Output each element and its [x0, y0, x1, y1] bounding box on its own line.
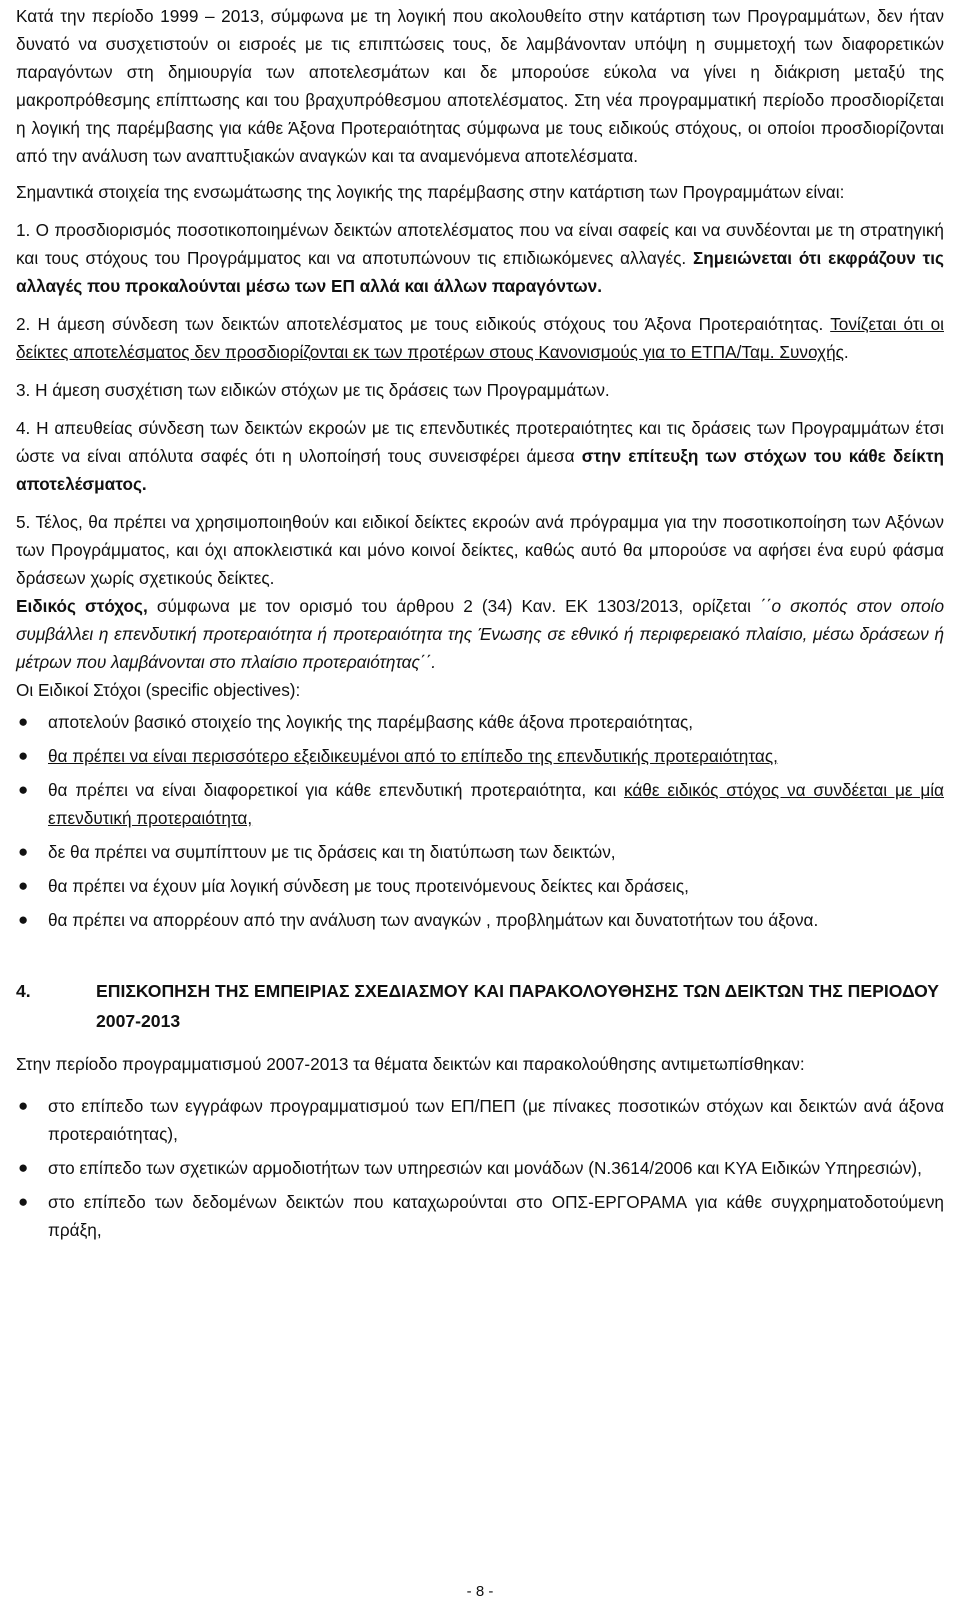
item-1-bold-note: Σημειώνεται ότι εκφράζουν τις αλλαγές που προκαλούνται μέσω των ΕΠ αλλά και άλλων παραγόντων.	[16, 248, 944, 296]
item-4-text: 4. Η απευθείας σύνδεση των δεικτών εκροών με τις επενδυτικές προτεραιότητες και τις δράσεις των Προγραμμάτων έτσι ώστε να είναι απόλυτα σαφές ότι η υλοποίησή τους συνεισφέρει άμεσα	[16, 418, 944, 466]
bullet-icon: ●	[18, 712, 29, 731]
bullet-icon: ●	[18, 876, 29, 895]
objective-bullet	[16, 838, 944, 866]
objective-bullet	[16, 776, 944, 832]
section-4-list	[16, 1092, 944, 1244]
item-4-bold-note: στην επίτευξη των στόχων του κάθε δείκτη αποτελέσματος.	[16, 446, 944, 494]
objectives-label: Οι Ειδικοί Στόχοι (specific objectives):	[16, 680, 301, 700]
objective-text: δε θα πρέπει να συμπίπτουν με τις δράσεις και τη διατύπωση των δεικτών,	[48, 842, 616, 862]
elements-paragraph: Σημαντικά στοιχεία της ενσωμάτωσης της λογικής της παρέμβασης στην κατάρτιση των Προγραμμάτων είναι:	[16, 182, 845, 202]
objective-underlined-text: κάθε ειδικός στόχος να συνδέεται με μία επενδυτική προτεραιότητα,	[48, 780, 944, 828]
item-2-end: .	[843, 342, 849, 362]
bullet-icon: ●	[18, 1158, 29, 1177]
specific-goal-label: Ειδικός στόχος,	[16, 596, 148, 616]
item-2-underlined-note: Τονίζεται ότι οι δείκτες αποτελέσματος δεν προσδιορίζονται εκ των προτέρων στους Κανονισμούς για το ΕΤΠΑ/Ταμ. Συνοχής	[16, 314, 944, 362]
objective-text: θα πρέπει να είναι περισσότερο εξειδικευμένοι από το επίπεδο της επενδυτικής προτεραιότητας,	[48, 746, 778, 766]
section-4-bullet	[16, 1092, 944, 1148]
section-4-bullet-text: στο επίπεδο των εγγράφων προγραμματισμού των ΕΠ/ΠΕΠ (με πίνακες ποσοτικών στόχων και δεικτών ανά άξονα προτεραιότητας),	[48, 1096, 944, 1144]
list-item-2	[16, 310, 944, 366]
bullet-icon: ●	[18, 910, 29, 929]
objective-bullet	[16, 906, 944, 934]
bullet-icon: ●	[18, 780, 29, 799]
section-4-bullet-text: στο επίπεδο των δεδομένων δεικτών που καταχωρούνται στο ΟΠΣ-ΕΡΓΟΡΑΜΑ για κάθε συγχρηματοδοτούμενη πράξη,	[48, 1192, 944, 1240]
item-1-text: 1. Ο προσδιορισμός ποσοτικοποιημένων δεικτών αποτελέσματος που να είναι σαφείς και να συνδέονται με τη στρατηγική και τους στόχους του Προγράμματος και να αποτυπώνουν τις επιδιωκόμενες αλλαγές.	[16, 220, 944, 268]
specific-goal-text: σύμφωνα με τον ορισμό του άρθρου 2 (34) Καν. ΕΚ 1303/2013, ορίζεται	[147, 596, 761, 616]
section-4-number: 4.	[16, 981, 31, 1001]
section-4-bullet	[16, 1154, 944, 1182]
list-item-5: 5. Τέλος, θα πρέπει να χρησιμοποιηθούν και ειδικοί δείκτες εκροών ανά πρόγραμμα για την ποσοτικοποίηση των Αξόνων των Προγράμματος, και όχι αποκλειστικά και μόνο κοινοί δείκτες, καθώς αυτό θα μπορούσε να αφήσει ένα ευρύ φάσμα δράσεων χωρίς σχετικούς δείκτες.	[16, 512, 944, 588]
section-4-heading	[16, 976, 944, 1036]
objective-bullet	[16, 708, 944, 736]
intro-paragraph	[16, 2, 944, 170]
specific-goal-quote: ΄΄ο σκοπός στον οποίο συμβάλλει η επενδυτική προτεραιότητα ή προτεραιότητα της Ένωσης σε εθνικό ή περιφερειακό πλαίσιο, μέσω δράσεων ή μέτρων που λαμβάνονται στο πλαίσιο προτεραιότητας΄΄.	[16, 596, 945, 672]
item-2-text: 2. Η άμεση σύνδεση των δεικτών αποτελέσματος με τους ειδικούς στόχους του Άξονα Προτεραιότητας.	[16, 314, 831, 334]
section-4-title: ΕΠΙΣΚΟΠΗΣΗ ΤΗΣ ΕΜΠΕΙΡΙΑΣ ΣΧΕΔΙΑΣΜΟΥ ΚΑΙ ΠΑΡΑΚΟΛΟΥΘΗΣΗΣ ΤΩΝ ΔΕΙΚΤΩΝ ΤΗΣ ΠΕΡΙΟΔΟΥ 2007-2013	[96, 981, 940, 1031]
bullet-icon: ●	[18, 842, 29, 861]
specific-goal-definition	[16, 592, 944, 676]
objective-bullet	[16, 742, 944, 770]
bullet-icon: ●	[18, 1192, 29, 1211]
document-page	[16, 0, 944, 1250]
section-4-bullet-text: στο επίπεδο των σχετικών αρμοδιοτήτων των υπηρεσιών και μονάδων (Ν.3614/2006 και ΚΥΑ Ειδικών Υπηρεσιών),	[48, 1158, 922, 1178]
objective-text: θα πρέπει να έχουν μία λογική σύνδεση με τους προτεινόμενους δείκτες και δράσεις,	[48, 876, 689, 896]
page-number: - 8 -	[466, 1583, 494, 1600]
objective-bullet	[16, 872, 944, 900]
objective-text: αποτελούν βασικό στοιχείο της λογικής της παρέμβασης κάθε άξονα προτεραιότητας,	[48, 712, 694, 732]
objectives-list	[16, 708, 944, 934]
bullet-icon: ●	[18, 1096, 29, 1115]
bullet-icon: ●	[18, 746, 29, 765]
objective-text: θα πρέπει να είναι διαφορετικοί για κάθε επενδυτική προτεραιότητα, και	[48, 780, 624, 800]
list-item-3: 3. Η άμεση συσχέτιση των ειδικών στόχων με τις δράσεις των Προγραμμάτων.	[16, 380, 610, 400]
list-item-1	[16, 216, 944, 300]
objective-text: θα πρέπει να απορρέουν από την ανάλυση των αναγκών , προβλημάτων και δυνατοτήτων του άξονα.	[48, 910, 819, 930]
intro-text: Κατά την περίοδο 1999 – 2013, σύμφωνα με τη λογική που ακολουθείτο στην κατάρτιση των Προγραμμάτων, δεν ήταν δυνατό να συσχετιστούν οι εισροές με τις επιπτώσεις τους, δε λαμβάνονταν υπόψη η συμμετοχή των διαφορετικών παραγόντων στη δημιουργία των αποτελεσμάτων και δε μπορούσε εύκολα να γίνει η διάκριση μεταξύ της μακροπρόθεσμης επίπτωσης και του βραχυπρόθεσμου αποτελέσματος. Στη νέα προγραμματική περίοδο προσδιορίζεται η λογική της παρέμβασης για κάθε Άξονα Προτεραιότητας σύμφωνα με τους ειδικούς στόχους, οι οποίοι προσδιορίζονται από την ανάλυση των αναπτυξιακών αναγκών και τα αναμενόμενα αποτελέσματα.	[16, 6, 944, 166]
section-4-intro: Στην περίοδο προγραμματισμού 2007-2013 τα θέματα δεικτών και παρακολούθησης αντιμετωπίσθηκαν:	[16, 1054, 805, 1074]
list-item-4	[16, 414, 944, 498]
section-4-bullet	[16, 1188, 944, 1244]
